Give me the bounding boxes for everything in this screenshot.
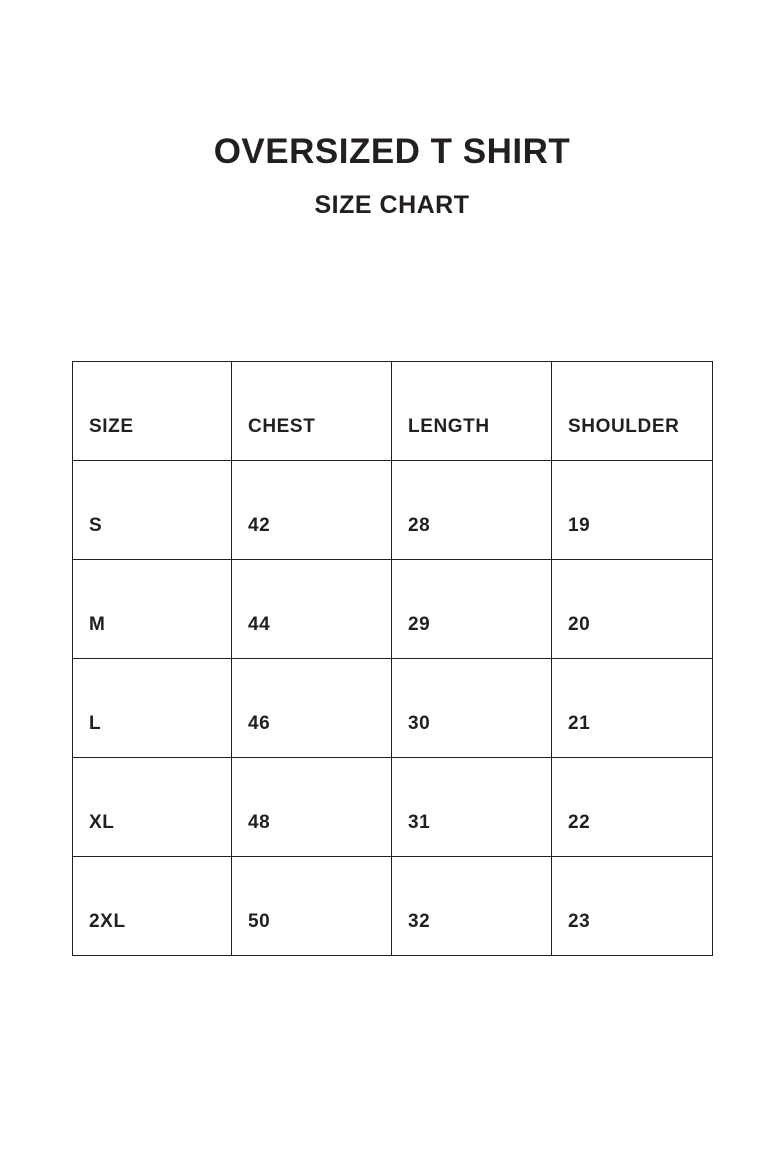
size-chart-table [72, 361, 713, 956]
table-row [73, 659, 713, 758]
cell-length: 28 [392, 461, 552, 560]
column-header-chest: CHEST [232, 362, 392, 461]
cell-chest: 48 [232, 758, 392, 857]
cell-size: S [73, 461, 232, 560]
cell-shoulder: 22 [552, 758, 713, 857]
title-block [0, 0, 784, 220]
cell-shoulder: 20 [552, 560, 713, 659]
cell-size: L [73, 659, 232, 758]
cell-shoulder: 19 [552, 461, 713, 560]
cell-length: 32 [392, 857, 552, 956]
cell-size: M [73, 560, 232, 659]
cell-length: 31 [392, 758, 552, 857]
column-header-size: SIZE [73, 362, 232, 461]
page-title: OVERSIZED T SHIRT [213, 132, 571, 171]
cell-length: 30 [392, 659, 552, 758]
cell-chest: 46 [232, 659, 392, 758]
column-header-shoulder: SHOULDER [552, 362, 713, 461]
cell-size: 2XL [73, 857, 232, 956]
cell-shoulder: 23 [552, 857, 713, 956]
cell-length: 29 [392, 560, 552, 659]
cell-size: XL [73, 758, 232, 857]
table-row [73, 857, 713, 956]
table-header-row [73, 362, 713, 461]
cell-shoulder: 21 [552, 659, 713, 758]
table-row [73, 758, 713, 857]
table-row [73, 461, 713, 560]
cell-chest: 44 [232, 560, 392, 659]
size-table-wrapper [72, 361, 712, 956]
page-subtitle: SIZE CHART [314, 190, 470, 219]
cell-chest: 50 [232, 857, 392, 956]
column-header-length: LENGTH [392, 362, 552, 461]
cell-chest: 42 [232, 461, 392, 560]
table-row [73, 560, 713, 659]
